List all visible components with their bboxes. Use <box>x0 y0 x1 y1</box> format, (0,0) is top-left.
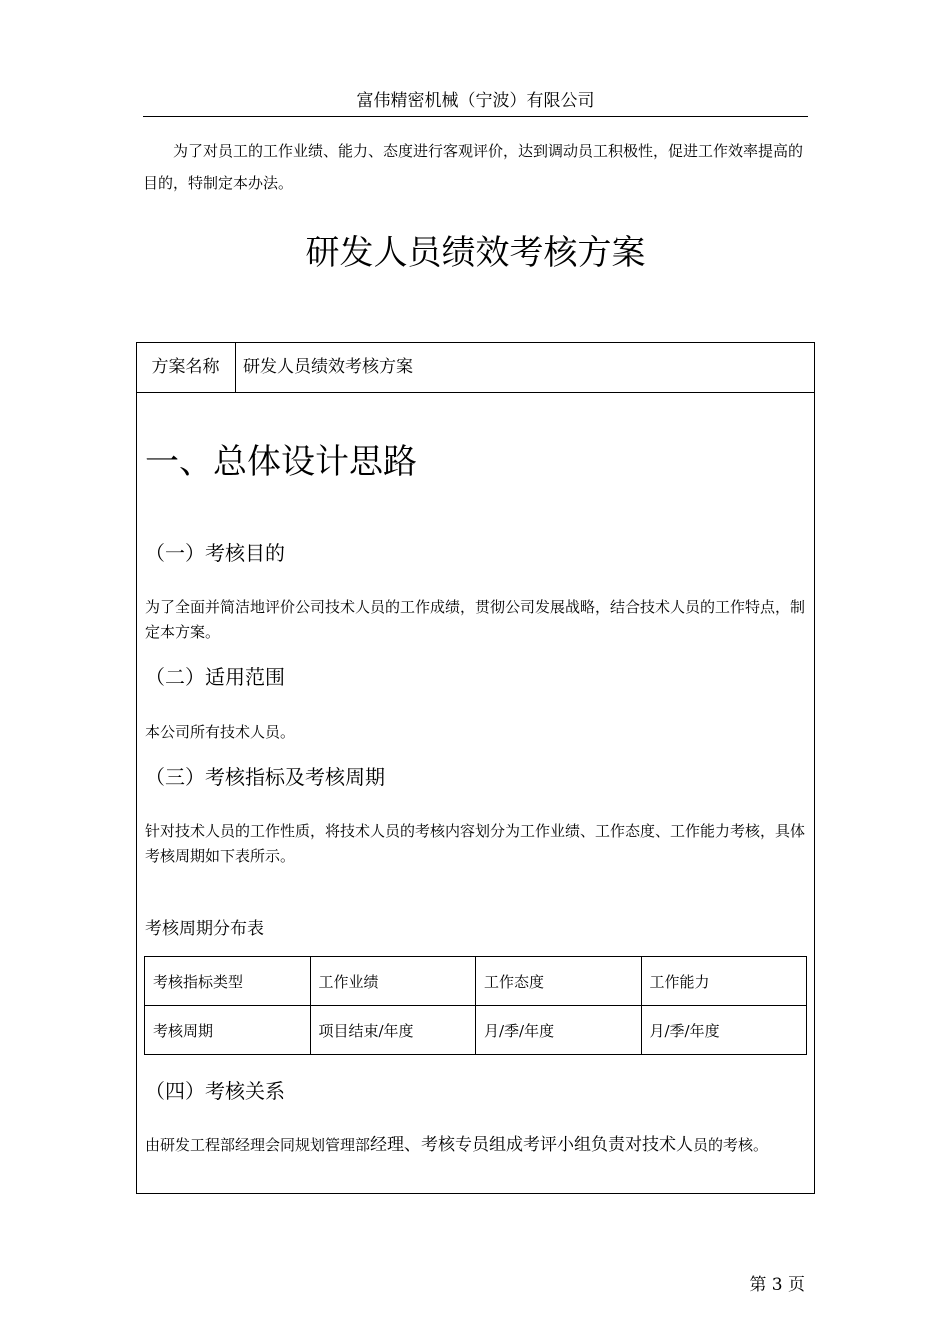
indicators-text: 针对技术人员的工作性质，将技术人员的考核内容划分为工作业绩、工作态度、工作能力考核，具体考核周期如下表所示。 <box>145 822 806 865</box>
table-cell: 工作业绩 <box>310 957 476 1006</box>
indicators-heading: （三）考核指标及考核周期 <box>145 765 385 789</box>
table-cell: 月/季/年度 <box>476 1006 642 1055</box>
table-cell: 月/季/年度 <box>641 1006 807 1055</box>
header-divider <box>143 116 808 117</box>
purpose-heading: （一）考核目的 <box>145 541 285 565</box>
table-cell: 考核指标类型 <box>145 957 311 1006</box>
relations-heading: （四）考核关系 <box>145 1079 285 1103</box>
plan-name-column-divider <box>235 342 236 393</box>
plan-name-value: 研发人员绩效考核方案 <box>243 357 413 377</box>
table-row <box>145 1006 807 1055</box>
scope-heading: （二）适用范围 <box>145 665 285 689</box>
purpose-text: 为了全面并简洁地评价公司技术人员的工作成绩，贯彻公司发展战略，结合技术人员的工作特点，制定本方案。 <box>145 598 806 641</box>
company-header: 富伟精密机械（宁波）有限公司 <box>356 91 595 111</box>
relations-text-part1: 由研发工程部经理会同规划管理部 <box>145 1136 371 1154</box>
page-number: 第 3 页 <box>749 1275 805 1295</box>
table-cell: 考核周期 <box>145 1006 311 1055</box>
plan-name-label: 方案名称 <box>151 357 220 377</box>
table-caption: 考核周期分布表 <box>145 919 264 939</box>
section-title: 一、总体设计思路 <box>145 442 417 482</box>
plan-name-row-divider <box>136 392 815 393</box>
assessment-cycle-table <box>144 956 807 1055</box>
scope-text: 本公司所有技术人员。 <box>145 723 296 741</box>
table-cell: 工作态度 <box>476 957 642 1006</box>
relations-text-part3: 员的考核。 <box>693 1136 769 1154</box>
relations-text-part2: 经理、考核专员组成考评小组负责对技术人 <box>370 1135 694 1155</box>
document-title: 研发人员绩效考核方案 <box>305 233 646 273</box>
table-cell: 工作能力 <box>641 957 807 1006</box>
table-cell: 项目结束/年度 <box>310 1006 476 1055</box>
intro-paragraph: 为了对员工的工作业绩、能力、态度进行客观评价，达到调动员工积极性，促进工作效率提高的目的，特制定本办法。 <box>143 142 804 192</box>
table-row <box>145 957 807 1006</box>
relations-text <box>145 1133 807 1158</box>
